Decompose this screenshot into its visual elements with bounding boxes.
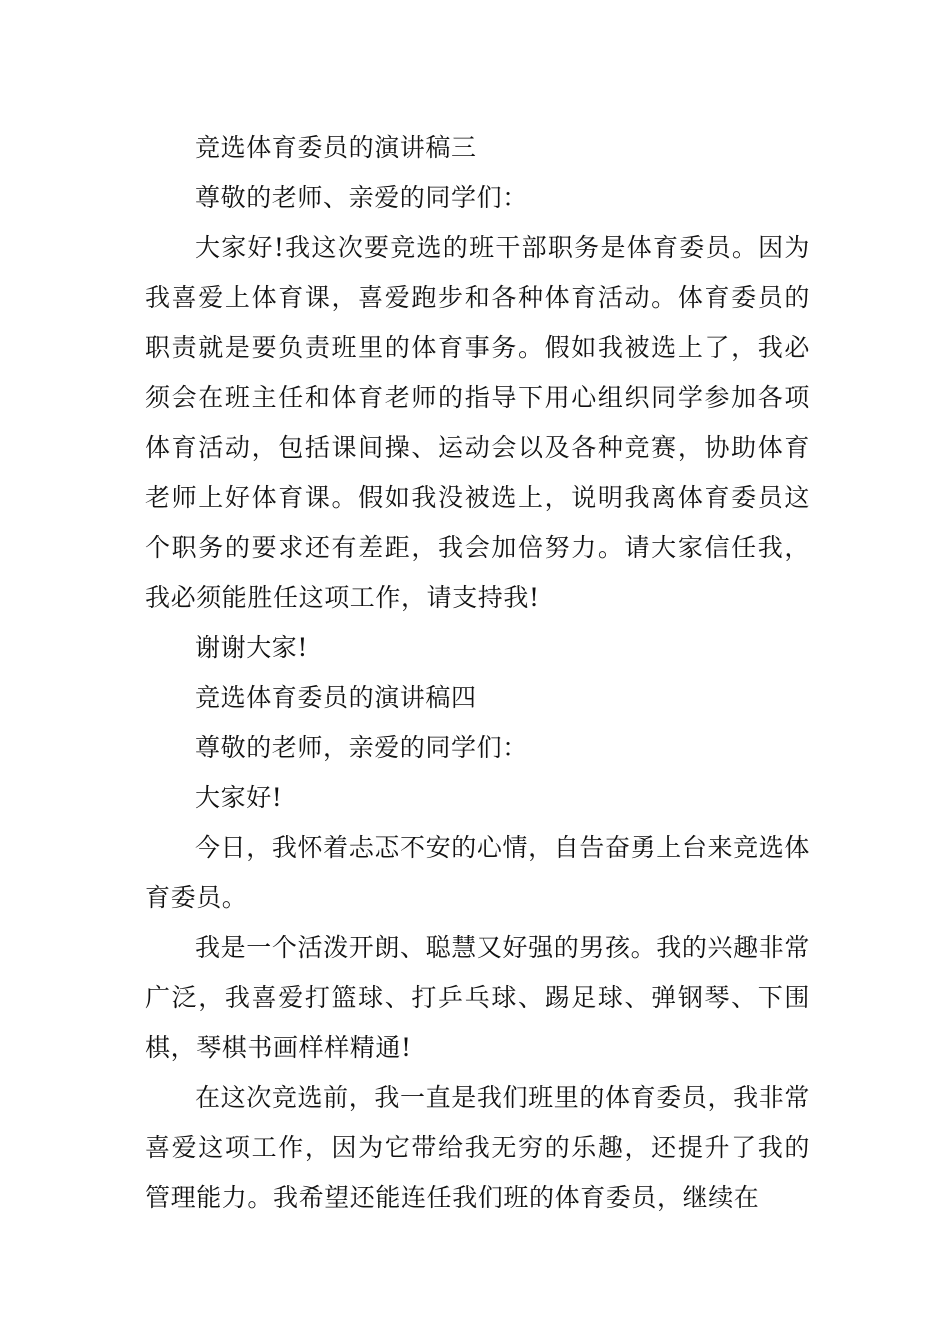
speech-4-intro: 今日，我怀着忐忑不安的心情，自告奋勇上台来竞选体育委员。 xyxy=(145,833,810,912)
speech-3-closing: 谢谢大家! xyxy=(195,633,309,662)
speech-4-self-description: 我是一个活泼开朗、聪慧又好强的男孩。我的兴趣非常广泛，我喜爱打篮球、打乒乓球、踢足球、弹钢琴、下围棋，琴棋书画样样精通! xyxy=(145,933,810,1062)
greeting-salutation-4: 尊敬的老师，亲爱的同学们： xyxy=(195,733,528,762)
speech-3-body: 大家好!我这次要竞选的班干部职务是体育委员。因为我喜爱上体育课，喜爱跑步和各种体育活动。体育委员的职责就是要负责班里的体育事务。假如我被选上了，我必须会在班主任和体育老师的指导下用心组织同学参加各项体育活动，包括课间操、运动会以及各种竞赛，协助体育老师上好体育课。假如我没被选上，说明我离体育委员这个职务的要求还有差距，我会加倍努力。请大家信任我，我必须能胜任这项工作，请支持我! xyxy=(145,233,810,612)
document-body xyxy=(145,123,810,1223)
speech-4-experience: 在这次竞选前，我一直是我们班里的体育委员，我非常喜爱这项工作，因为它带给我无穷的乐趣，还提升了我的管理能力。我希望还能连任我们班的体育委员，继续在 xyxy=(145,1083,810,1212)
speech-title-4: 竞选体育委员的演讲稿四 xyxy=(195,683,477,712)
speech-title-3: 竞选体育委员的演讲稿三 xyxy=(195,133,477,162)
greeting-salutation-3: 尊敬的老师、亲爱的同学们： xyxy=(195,183,528,212)
speech-4-hello: 大家好! xyxy=(195,783,283,812)
